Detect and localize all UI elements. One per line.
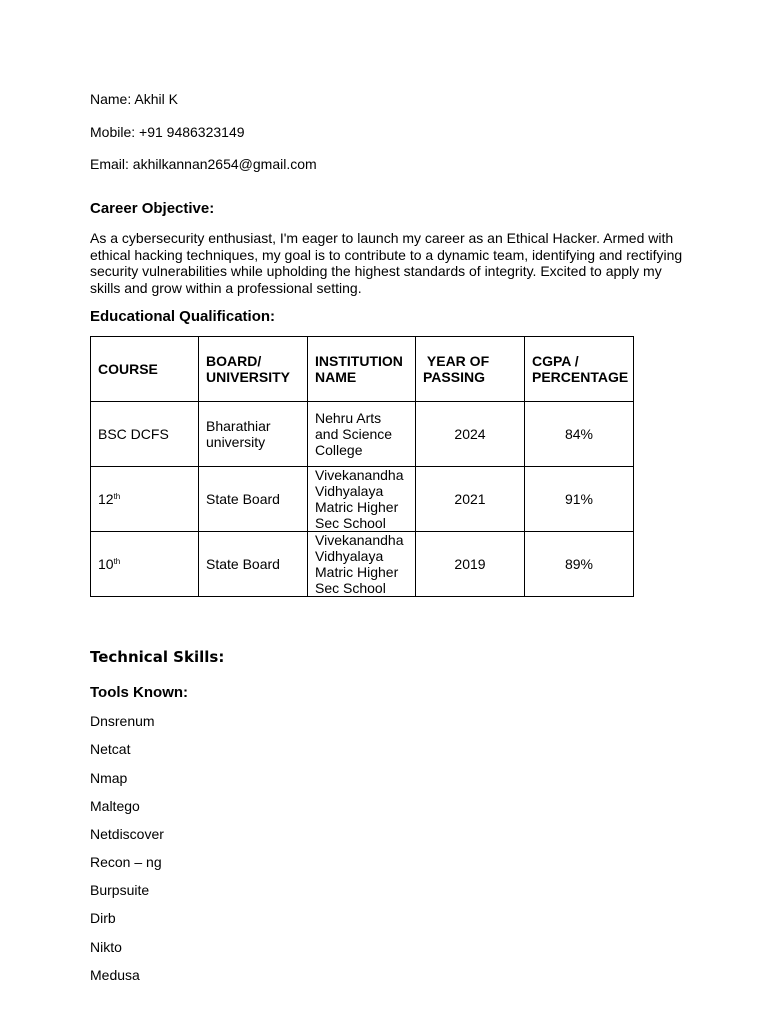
- education-table: [90, 336, 634, 597]
- table-row: [91, 402, 634, 467]
- cell-board: Bharathiar university: [199, 402, 308, 467]
- objective-line: As a cybersecurity enthusiast, I'm eager to launch my career as an Ethical Hacker. Armed with: [90, 230, 674, 246]
- cell-institution: Nehru Arts and Science College: [308, 402, 416, 467]
- cell-institution: Vivekanandha Vidhyalaya Matric Higher Sec School: [308, 467, 416, 532]
- header-institution: INSTITUTION NAME: [308, 337, 416, 402]
- email-line: Email: akhilkannan2654@gmail.com: [90, 156, 317, 172]
- table-header-row: [91, 337, 634, 402]
- header-cgpa: CGPA / PERCENTAGE: [525, 337, 634, 402]
- name-line: Name: Akhil K: [90, 91, 178, 107]
- cell-score: 84%: [525, 402, 634, 467]
- cell-board: State Board: [199, 467, 308, 532]
- tool-item: Burpsuite: [90, 882, 150, 898]
- header-year: YEAR OF PASSING: [416, 337, 525, 402]
- career-objective-heading: Career Objective:: [90, 200, 215, 217]
- tool-item: Dirb: [90, 910, 116, 926]
- objective-line: skills and grow within a professional setting.: [90, 279, 362, 296]
- cell-score: 89%: [525, 532, 634, 597]
- technical-skills-heading: Technical Skills:: [90, 648, 225, 666]
- cell-course: 10th: [91, 532, 199, 597]
- cell-board: State Board: [199, 532, 308, 597]
- tool-item: Maltego: [90, 798, 140, 814]
- header-course: COURSE: [91, 337, 199, 402]
- education-heading: Educational Qualification:: [90, 308, 276, 325]
- tool-item: Nmap: [90, 770, 128, 786]
- tool-item: Dnsrenum: [90, 713, 155, 729]
- header-board: BOARD/ UNIVERSITY: [199, 337, 308, 402]
- tool-item: Netcat: [90, 741, 131, 757]
- cell-year: 2019: [416, 532, 525, 597]
- objective-line: ethical hacking techniques, my goal is to contribute to a dynamic team, identifying and rectifying: [90, 246, 683, 263]
- cell-course: 12th: [91, 467, 199, 532]
- cell-institution: Vivekanandha Vidhyalaya Matric Higher Sec School: [308, 532, 416, 597]
- tool-item: Nikto: [90, 939, 122, 955]
- table-row: [91, 532, 634, 597]
- cell-score: 91%: [525, 467, 634, 532]
- cell-course: BSC DCFS: [91, 402, 199, 467]
- tool-item: Medusa: [90, 967, 140, 983]
- mobile-line: Mobile: +91 9486323149: [90, 124, 245, 140]
- tool-item: Netdiscover: [90, 826, 164, 842]
- tool-item: Recon – ng: [90, 854, 162, 870]
- cell-year: 2021: [416, 467, 525, 532]
- cell-year: 2024: [416, 402, 525, 467]
- table-row: [91, 467, 634, 532]
- objective-line: security vulnerabilities while upholding the highest standards of integrity. Excited to apply my: [90, 263, 662, 279]
- tools-known-heading: Tools Known:: [90, 684, 189, 701]
- career-objective-text: [90, 230, 690, 296]
